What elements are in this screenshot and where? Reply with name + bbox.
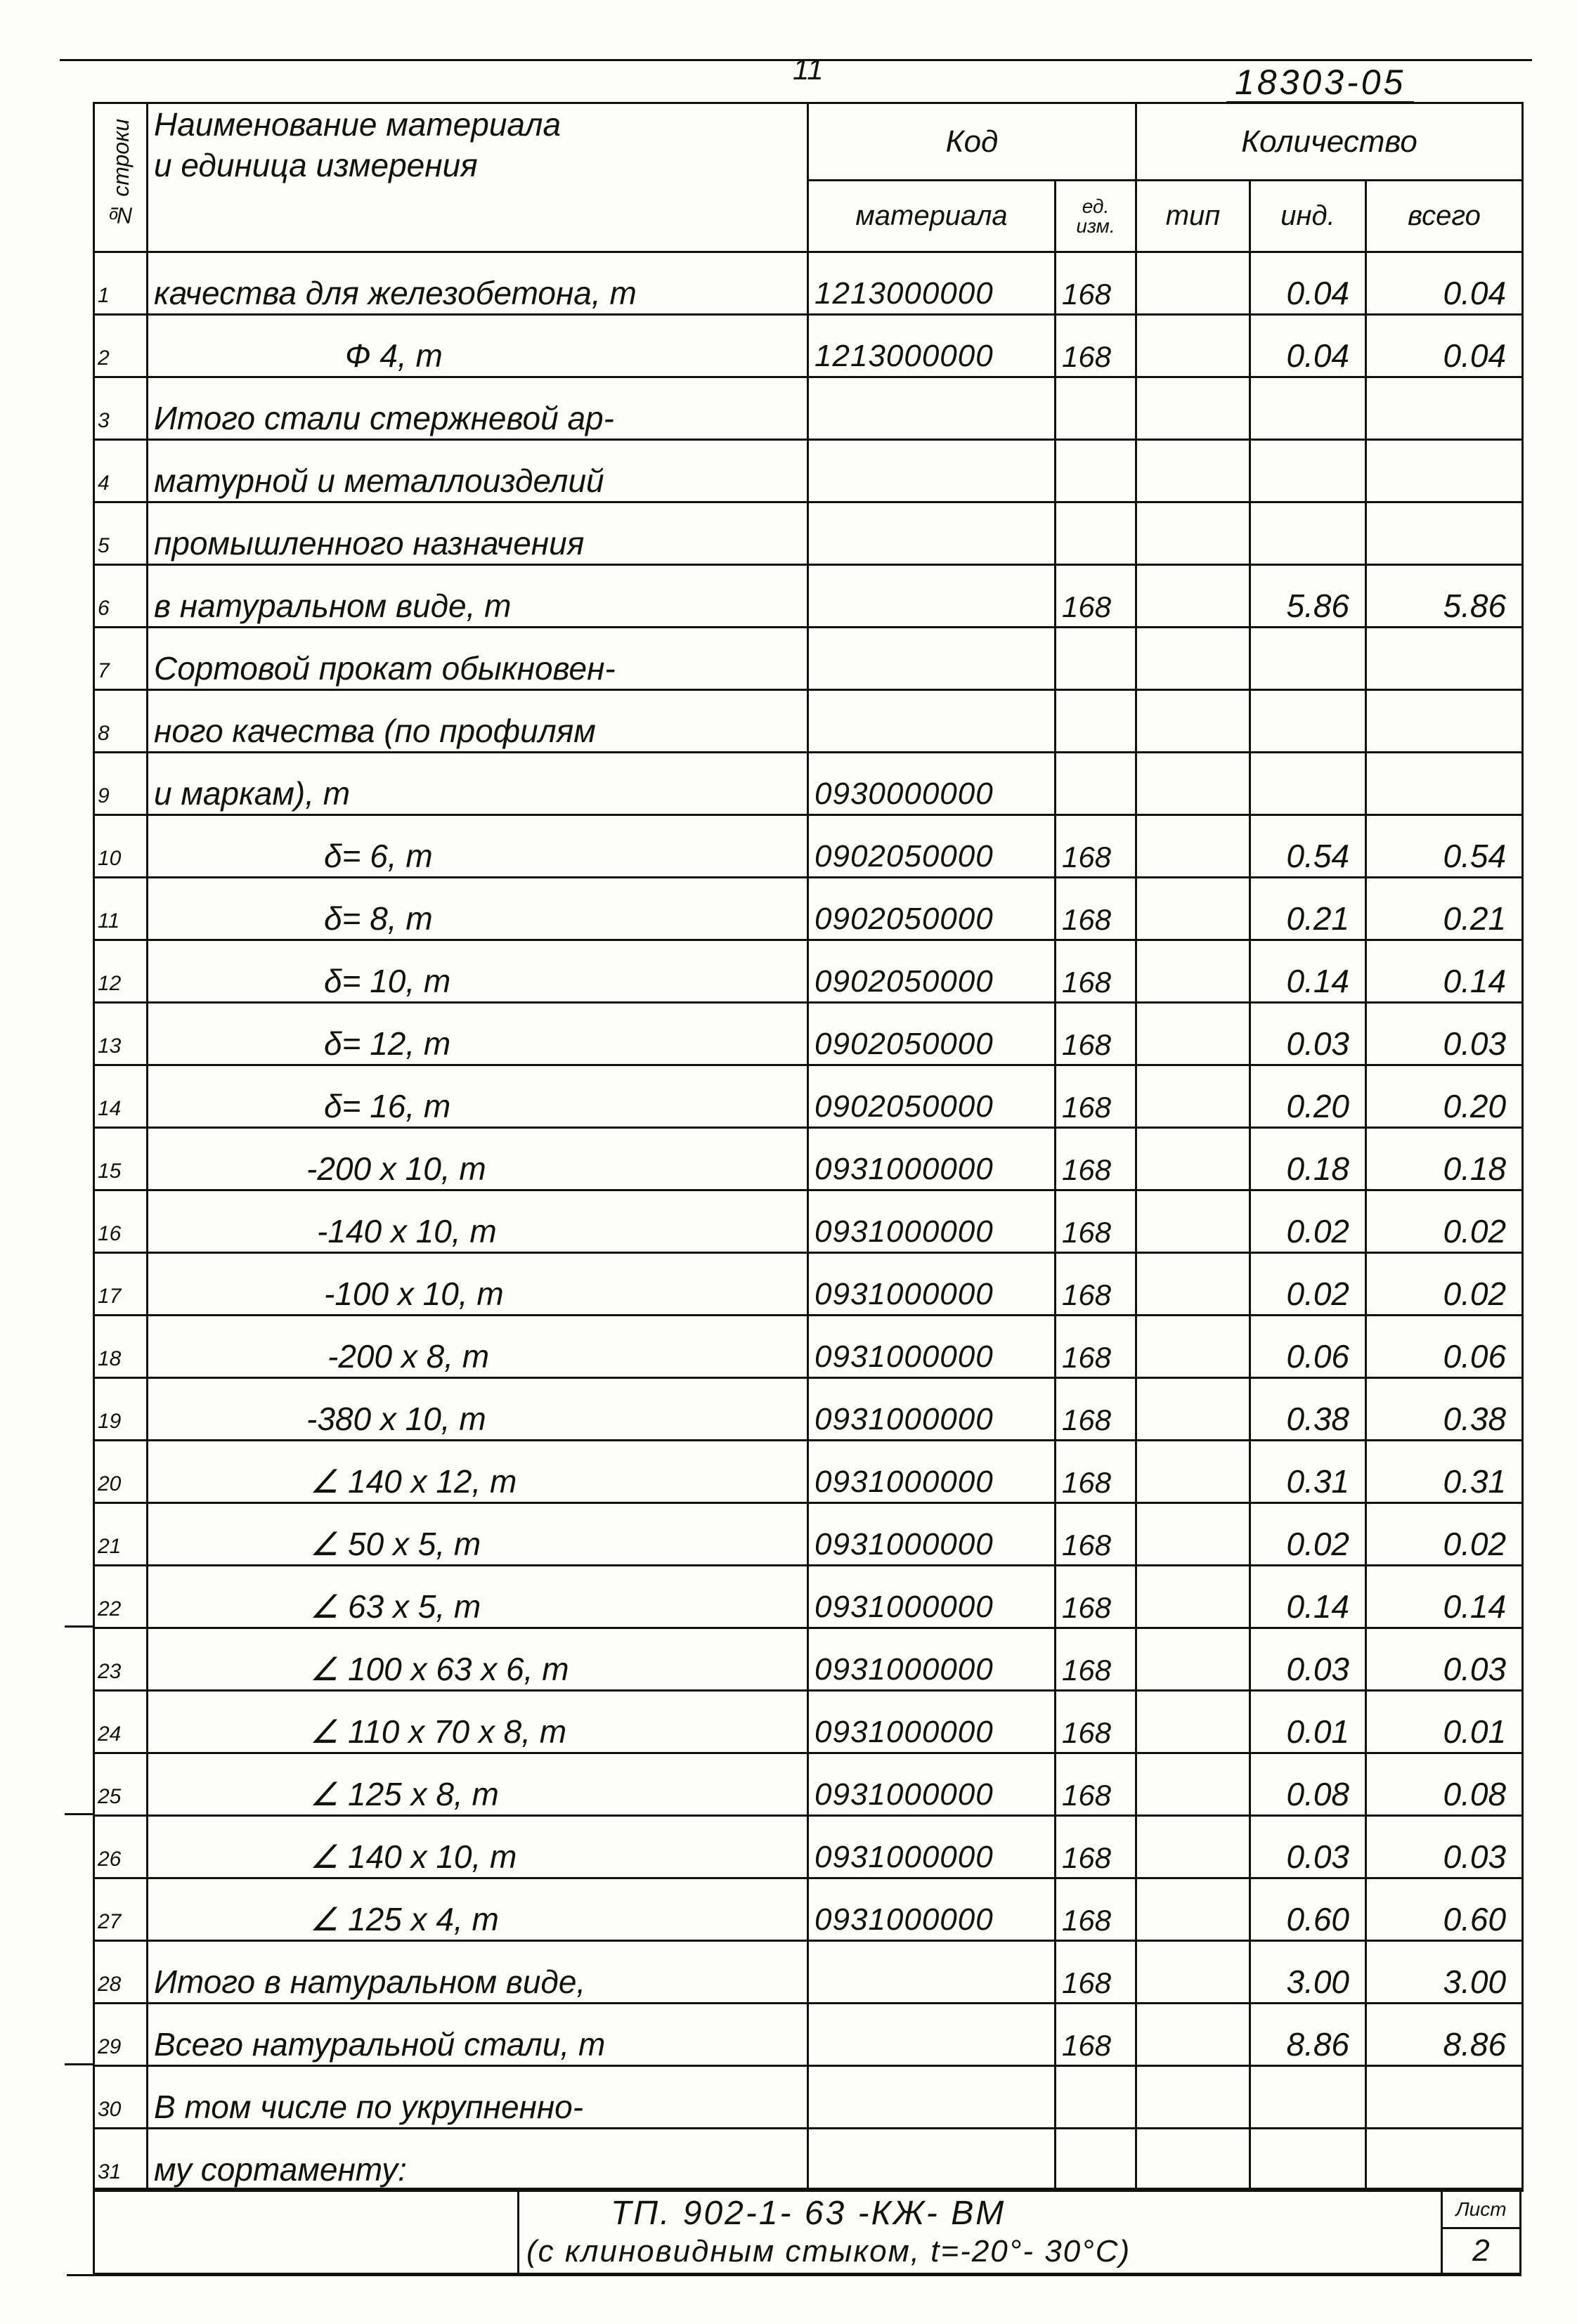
unit-code-cell: 168	[1056, 1128, 1136, 1190]
row-number-header	[94, 103, 148, 252]
qty-total-cell: 3.00	[1366, 1941, 1523, 2004]
qty-total-cell	[1366, 502, 1523, 565]
unit-code-cell: 168	[1056, 1691, 1136, 1753]
row-number-cell: 19	[94, 1378, 148, 1441]
unit-code-cell	[1056, 377, 1136, 440]
material-code-cell	[808, 690, 1056, 753]
table-row	[94, 440, 1523, 502]
table-row	[94, 690, 1523, 753]
qty-total-cell: 8.86	[1366, 2004, 1523, 2066]
table-row	[94, 1316, 1523, 1378]
table-row	[94, 1753, 1523, 1816]
name-cell: ∠ 63 х 5, т	[148, 1566, 808, 1628]
row-number-cell: 28	[94, 1941, 148, 2004]
name-cell: матурной и металлоизделий	[148, 440, 808, 502]
qty-type-cell	[1136, 1441, 1250, 1503]
qty-ind-cell	[1250, 690, 1366, 753]
unit-code-cell: 168	[1056, 1753, 1136, 1816]
name-header-line1: Наименование материала	[154, 106, 562, 143]
table-row	[94, 1003, 1523, 1065]
row-number-cell: 29	[94, 2004, 148, 2066]
table-header	[94, 103, 1523, 252]
qty-type-cell	[1136, 440, 1250, 502]
name-header-line2: и единица измерения	[154, 147, 478, 183]
qty-type-cell	[1136, 815, 1250, 878]
drawing-subtitle: (с клиновидным стыком, t=-20°- 30°С)	[526, 2234, 1131, 2268]
qty-ind-cell: 0.21	[1250, 878, 1366, 940]
qty-ind-cell	[1250, 2066, 1366, 2129]
qty-ind-cell: 0.54	[1250, 815, 1366, 878]
qty-ind-cell: 0.02	[1250, 1253, 1366, 1316]
material-code-cell: 0931000000	[808, 1128, 1056, 1190]
material-code-cell: 0931000000	[808, 1253, 1056, 1316]
qty-total-cell: 0.38	[1366, 1378, 1523, 1441]
name-cell: Итого в натуральном виде,	[148, 1941, 808, 2004]
unit-code-cell: 168	[1056, 2004, 1136, 2066]
qty-type-cell	[1136, 1941, 1250, 2004]
qty-type-cell	[1136, 1003, 1250, 1065]
qty-ind-cell: 0.20	[1250, 1065, 1366, 1128]
unit-code-cell: 168	[1056, 1941, 1136, 2004]
unit-code-cell	[1056, 502, 1136, 565]
row-number-cell: 25	[94, 1753, 148, 1816]
material-code-cell	[808, 440, 1056, 502]
qty-total-cell: 0.02	[1366, 1503, 1523, 1566]
row-number-cell: 31	[94, 2129, 148, 2191]
table-row	[94, 1816, 1523, 1878]
qty-total-cell: 0.18	[1366, 1128, 1523, 1190]
table-row	[94, 1691, 1523, 1753]
unit-code-cell: 168	[1056, 1441, 1136, 1503]
qty-ind-cell	[1250, 628, 1366, 690]
qty-type-cell	[1136, 1253, 1250, 1316]
qty-total-cell: 0.03	[1366, 1003, 1523, 1065]
name-header	[148, 103, 808, 252]
qty-ind-cell: 0.03	[1250, 1003, 1366, 1065]
qty-total-cell: 0.01	[1366, 1691, 1523, 1753]
unit-code-cell: 168	[1056, 815, 1136, 878]
qty-ind-cell: 0.18	[1250, 1128, 1366, 1190]
qty-type-cell	[1136, 1628, 1250, 1691]
unit-code-cell	[1056, 440, 1136, 502]
qty-ind-cell	[1250, 440, 1366, 502]
name-cell: ∠ 125 х 4, т	[148, 1878, 808, 1941]
row-number-cell: 12	[94, 940, 148, 1003]
material-code-cell: 0931000000	[808, 1753, 1056, 1816]
qty-ind-cell: 0.03	[1250, 1628, 1366, 1691]
title-block	[93, 2188, 1521, 2275]
qty-total-cell: 0.21	[1366, 878, 1523, 940]
qty-total-cell: 0.20	[1366, 1065, 1523, 1128]
code-header: Код	[808, 103, 1136, 181]
name-cell: δ= 16, т	[148, 1065, 808, 1128]
qty-total-cell	[1366, 690, 1523, 753]
table-row	[94, 2129, 1523, 2191]
name-cell: δ= 12, т	[148, 1003, 808, 1065]
qty-ind-cell: 0.08	[1250, 1753, 1366, 1816]
name-cell: качества для железобетона, т	[148, 252, 808, 315]
qty-total-cell	[1366, 440, 1523, 502]
qty-ind-cell	[1250, 753, 1366, 815]
table-row	[94, 1878, 1523, 1941]
material-code-cell: 0931000000	[808, 1316, 1056, 1378]
table-row	[94, 377, 1523, 440]
unit-code-cell	[1056, 2066, 1136, 2129]
qty-type-cell	[1136, 1065, 1250, 1128]
material-code-cell: 0931000000	[808, 1816, 1056, 1878]
qty-type-cell	[1136, 1566, 1250, 1628]
material-code-cell: 0931000000	[808, 1190, 1056, 1253]
material-code-cell	[808, 502, 1056, 565]
row-number-cell: 10	[94, 815, 148, 878]
table-row	[94, 1065, 1523, 1128]
table-row	[94, 878, 1523, 940]
qty-total-cell	[1366, 377, 1523, 440]
unit-code-cell: 168	[1056, 1816, 1136, 1878]
qty-ind-cell: 0.02	[1250, 1190, 1366, 1253]
qty-type-cell	[1136, 1753, 1250, 1816]
table-row	[94, 2066, 1523, 2129]
qty-total-header: всего	[1366, 181, 1523, 252]
document-number: 18303-05	[1226, 65, 1414, 103]
row-number-cell: 8	[94, 690, 148, 753]
unit-code-cell: 168	[1056, 1190, 1136, 1253]
qty-ind-cell: 0.38	[1250, 1378, 1366, 1441]
table-body	[94, 252, 1523, 2191]
qty-type-cell	[1136, 940, 1250, 1003]
name-cell: -140 х 10, т	[148, 1190, 808, 1253]
name-cell: δ= 8, т	[148, 878, 808, 940]
qty-ind-cell: 0.06	[1250, 1316, 1366, 1378]
qty-total-cell: 0.60	[1366, 1878, 1523, 1941]
name-cell: ∠ 110 х 70 х 8, т	[148, 1691, 808, 1753]
qty-ind-cell: 0.04	[1250, 252, 1366, 315]
name-cell: ∠ 125 х 8, т	[148, 1753, 808, 1816]
row-number-cell: 4	[94, 440, 148, 502]
qty-total-cell: 0.03	[1366, 1816, 1523, 1878]
qty-total-cell	[1366, 2066, 1523, 2129]
qty-type-cell	[1136, 690, 1250, 753]
qty-type-cell	[1136, 1878, 1250, 1941]
margin-tick	[65, 2063, 93, 2065]
row-number-cell: 6	[94, 565, 148, 628]
unit-code-cell: 168	[1056, 1566, 1136, 1628]
material-code-cell: 1213000000	[808, 252, 1056, 315]
row-number-cell: 2	[94, 315, 148, 377]
name-cell: δ= 6, т	[148, 815, 808, 878]
qty-ind-cell: 5.86	[1250, 565, 1366, 628]
qty-total-cell: 0.08	[1366, 1753, 1523, 1816]
row-number-cell: 3	[94, 377, 148, 440]
name-cell: -380 х 10, т	[148, 1378, 808, 1441]
material-code-cell: 0902050000	[808, 878, 1056, 940]
row-number-cell: 24	[94, 1691, 148, 1753]
qty-ind-cell: 0.02	[1250, 1503, 1366, 1566]
qty-total-cell: 0.06	[1366, 1316, 1523, 1378]
name-cell: ∠ 140 х 10, т	[148, 1816, 808, 1878]
unit-code-cell	[1056, 753, 1136, 815]
table-row	[94, 1503, 1523, 1566]
qty-total-cell: 0.14	[1366, 1566, 1523, 1628]
qty-type-cell	[1136, 565, 1250, 628]
title-block-main	[517, 2190, 1443, 2273]
material-code-cell: 0931000000	[808, 1441, 1056, 1503]
material-code-cell: 1213000000	[808, 315, 1056, 377]
name-cell: Ф 4, т	[148, 315, 808, 377]
qty-ind-cell: 0.03	[1250, 1816, 1366, 1878]
row-number-cell: 30	[94, 2066, 148, 2129]
material-code-cell: 0931000000	[808, 1378, 1056, 1441]
name-cell: Сортовой прокат обыкновен-	[148, 628, 808, 690]
qty-type-cell	[1136, 2004, 1250, 2066]
unit-code-cell: 168	[1056, 315, 1136, 377]
name-cell: Всего натуральной стали, т	[148, 2004, 808, 2066]
sheet-box	[1441, 2190, 1519, 2273]
unit-code-header: ед. изм.	[1056, 181, 1136, 252]
row-number-cell: 27	[94, 1878, 148, 1941]
qty-total-cell: 0.04	[1366, 252, 1523, 315]
qty-type-cell	[1136, 1190, 1250, 1253]
qty-ind-cell: 0.04	[1250, 315, 1366, 377]
header-row	[94, 103, 1523, 181]
qty-ind-cell: 0.14	[1250, 1566, 1366, 1628]
qty-total-cell	[1366, 2129, 1523, 2191]
material-code-cell	[808, 628, 1056, 690]
qty-type-cell	[1136, 2066, 1250, 2129]
qty-type-cell	[1136, 1691, 1250, 1753]
qty-type-cell	[1136, 1503, 1250, 1566]
material-code-header: материала	[808, 181, 1056, 252]
material-code-cell: 0930000000	[808, 753, 1056, 815]
qty-type-cell	[1136, 377, 1250, 440]
qty-ind-cell: 0.31	[1250, 1441, 1366, 1503]
page-number: 11	[793, 53, 824, 86]
row-number-cell: 11	[94, 878, 148, 940]
unit-code-cell: 168	[1056, 1003, 1136, 1065]
unit-code-cell: 168	[1056, 1065, 1136, 1128]
drawing-designation: ТП. 902-1- 63 -КЖ- ВМ	[611, 2195, 1006, 2232]
row-number-cell: 14	[94, 1065, 148, 1128]
name-cell: ∠ 100 х 63 х 6, т	[148, 1628, 808, 1691]
unit-code-cell	[1056, 628, 1136, 690]
qty-type-cell	[1136, 2129, 1250, 2191]
row-number-header-label: № строки	[108, 119, 134, 228]
name-cell: -100 х 10, т	[148, 1253, 808, 1316]
row-number-cell: 9	[94, 753, 148, 815]
material-code-cell	[808, 1941, 1056, 2004]
unit-code-cell	[1056, 2129, 1136, 2191]
table-row	[94, 815, 1523, 878]
row-number-cell: 20	[94, 1441, 148, 1503]
material-code-cell: 0931000000	[808, 1691, 1056, 1753]
specification-table	[93, 102, 1524, 2192]
table-row	[94, 502, 1523, 565]
table-row	[94, 565, 1523, 628]
name-cell: и маркам), т	[148, 753, 808, 815]
qty-total-cell	[1366, 753, 1523, 815]
material-code-cell: 0931000000	[808, 1628, 1056, 1691]
qty-type-header: тип	[1136, 181, 1250, 252]
row-number-cell: 26	[94, 1816, 148, 1878]
qty-total-cell: 0.31	[1366, 1441, 1523, 1503]
table-row	[94, 628, 1523, 690]
table-row	[94, 1253, 1523, 1316]
qty-total-cell: 0.04	[1366, 315, 1523, 377]
unit-code-cell: 168	[1056, 1628, 1136, 1691]
unit-code-cell: 168	[1056, 565, 1136, 628]
name-cell: δ= 10, т	[148, 940, 808, 1003]
unit-code-cell: 168	[1056, 878, 1136, 940]
row-number-cell: 13	[94, 1003, 148, 1065]
table-row	[94, 1441, 1523, 1503]
material-code-cell: 0902050000	[808, 815, 1056, 878]
table-row	[94, 1941, 1523, 2004]
qty-type-cell	[1136, 315, 1250, 377]
row-number-cell: 22	[94, 1566, 148, 1628]
qty-type-cell	[1136, 252, 1250, 315]
row-number-cell: 16	[94, 1190, 148, 1253]
material-code-cell	[808, 2129, 1056, 2191]
qty-ind-cell	[1250, 502, 1366, 565]
name-cell: ∠ 140 х 12, т	[148, 1441, 808, 1503]
qty-total-cell: 0.02	[1366, 1253, 1523, 1316]
qty-total-cell: 0.14	[1366, 940, 1523, 1003]
quantity-header: Количество	[1136, 103, 1523, 181]
qty-total-cell: 0.03	[1366, 1628, 1523, 1691]
name-cell: -200 х 10, т	[148, 1128, 808, 1190]
name-cell: ∠ 50 х 5, т	[148, 1503, 808, 1566]
material-code-cell: 0931000000	[808, 1566, 1056, 1628]
qty-total-cell	[1366, 628, 1523, 690]
table-row	[94, 1628, 1523, 1691]
table-row	[94, 1378, 1523, 1441]
name-cell: ного качества (по профилям	[148, 690, 808, 753]
name-cell: В том числе по укрупненно-	[148, 2066, 808, 2129]
table-row	[94, 1128, 1523, 1190]
qty-total-cell: 0.02	[1366, 1190, 1523, 1253]
material-code-cell: 0931000000	[808, 1503, 1056, 1566]
sheet-number: 2	[1472, 2233, 1490, 2268]
qty-type-cell	[1136, 1378, 1250, 1441]
unit-code-cell: 168	[1056, 1503, 1136, 1566]
qty-type-cell	[1136, 502, 1250, 565]
name-cell: промышленного назначения	[148, 502, 808, 565]
material-code-cell: 0902050000	[808, 1003, 1056, 1065]
material-code-cell: 0902050000	[808, 940, 1056, 1003]
row-number-cell: 1	[94, 252, 148, 315]
qty-ind-cell	[1250, 2129, 1366, 2191]
qty-total-cell: 0.54	[1366, 815, 1523, 878]
name-cell: Итого стали стержневой ар-	[148, 377, 808, 440]
table-row	[94, 1566, 1523, 1628]
table-row	[94, 1190, 1523, 1253]
bottom-rule	[67, 2274, 1521, 2276]
material-code-cell	[808, 565, 1056, 628]
qty-ind-cell: 8.86	[1250, 2004, 1366, 2066]
material-code-cell	[808, 377, 1056, 440]
qty-type-cell	[1136, 1316, 1250, 1378]
qty-type-cell	[1136, 878, 1250, 940]
unit-code-cell: 168	[1056, 1878, 1136, 1941]
qty-type-cell	[1136, 1128, 1250, 1190]
table-row	[94, 753, 1523, 815]
table-row	[94, 2004, 1523, 2066]
table-row	[94, 315, 1523, 377]
table-row	[94, 940, 1523, 1003]
row-number-cell: 7	[94, 628, 148, 690]
name-cell: му сортаменту:	[148, 2129, 808, 2191]
unit-code-cell	[1056, 690, 1136, 753]
margin-tick	[65, 1813, 93, 1815]
material-code-cell	[808, 2004, 1056, 2066]
qty-type-cell	[1136, 628, 1250, 690]
qty-ind-cell: 0.14	[1250, 940, 1366, 1003]
qty-ind-cell: 0.01	[1250, 1691, 1366, 1753]
unit-code-cell: 168	[1056, 1378, 1136, 1441]
qty-type-cell	[1136, 1816, 1250, 1878]
qty-ind-cell: 0.60	[1250, 1878, 1366, 1941]
qty-type-cell	[1136, 753, 1250, 815]
name-cell: в натуральном виде, т	[148, 565, 808, 628]
row-number-cell: 21	[94, 1503, 148, 1566]
unit-code-cell: 168	[1056, 940, 1136, 1003]
qty-total-cell: 5.86	[1366, 565, 1523, 628]
qty-ind-header: инд.	[1250, 181, 1366, 252]
unit-code-cell: 168	[1056, 1253, 1136, 1316]
row-number-cell: 15	[94, 1128, 148, 1190]
margin-tick	[65, 1625, 93, 1628]
unit-code-cell: 168	[1056, 1316, 1136, 1378]
table-row	[94, 252, 1523, 315]
row-number-cell: 5	[94, 502, 148, 565]
unit-code-cell: 168	[1056, 252, 1136, 315]
material-code-cell	[808, 2066, 1056, 2129]
row-number-cell: 17	[94, 1253, 148, 1316]
qty-ind-cell	[1250, 377, 1366, 440]
row-number-cell: 18	[94, 1316, 148, 1378]
material-code-cell: 0902050000	[808, 1065, 1056, 1128]
row-number-cell: 23	[94, 1628, 148, 1691]
qty-ind-cell: 3.00	[1250, 1941, 1366, 2004]
material-code-cell: 0931000000	[808, 1878, 1056, 1941]
name-cell: -200 х 8, т	[148, 1316, 808, 1378]
sheet-label: Лист	[1443, 2190, 1519, 2229]
